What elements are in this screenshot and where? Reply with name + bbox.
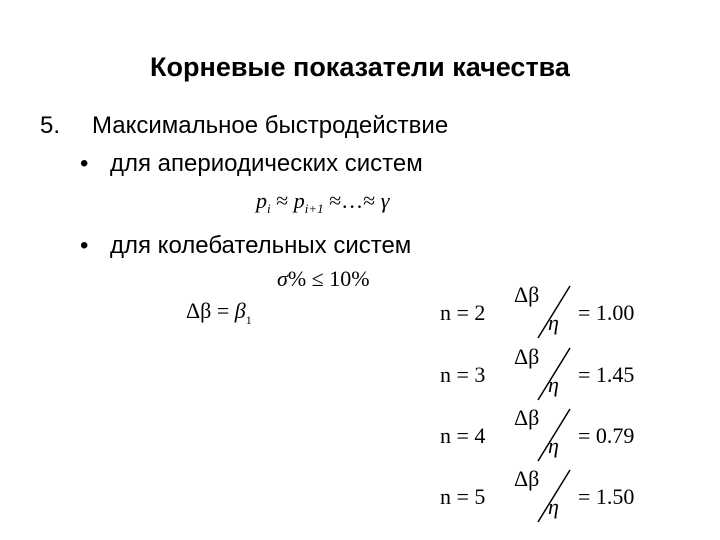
bullet-dot: •: [80, 150, 89, 177]
ratio-n: n = 4: [440, 423, 486, 448]
formula-rest: ≈…≈: [329, 188, 376, 213]
bullet-aperiodic: [80, 150, 423, 178]
list-item-5: [40, 112, 448, 140]
ratio-numerator: Δβ: [514, 405, 540, 430]
formula-sub-i1: i+1: [304, 201, 324, 216]
bullet-dot: •: [80, 232, 89, 259]
ratio-n: n = 2: [440, 300, 486, 325]
bullet-oscillatory: [80, 232, 411, 260]
formula-beta: β: [234, 298, 246, 323]
formula-p: p: [256, 188, 267, 213]
formula-sigma: σ: [277, 266, 288, 291]
ratio-value: = 1.50: [578, 484, 635, 509]
formula-overshoot-text: % ≤ 10%: [287, 266, 370, 291]
formula-eq: =: [211, 298, 235, 323]
ratio-value: = 0.79: [578, 423, 635, 448]
formula-delta-beta-lhs: Δβ: [186, 298, 212, 323]
formula-delta-beta: [186, 298, 252, 328]
ratio-numerator: Δβ: [514, 282, 540, 307]
formula-p2: p: [293, 188, 305, 213]
ratio-numerator: Δβ: [514, 344, 540, 369]
ratio-value: = 1.45: [578, 362, 635, 387]
slide-title: Корневые показатели качества: [150, 52, 570, 82]
bullet-text: для колебательных систем: [110, 232, 412, 259]
ratio-value: = 1.00: [578, 300, 635, 325]
item-number: 5.: [40, 112, 61, 139]
formula-approx: ≈: [276, 188, 289, 213]
ratio-denominator: η: [548, 372, 559, 397]
ratio-numerator: Δβ: [514, 466, 540, 491]
ratio-denominator: η: [548, 433, 559, 458]
ratio-n: n = 5: [440, 484, 486, 509]
formula-aperiodic: [256, 188, 389, 217]
ratio-row: [430, 405, 670, 465]
ratio-row: [430, 344, 670, 404]
ratio-row: [430, 466, 670, 526]
item-text: Максимальное быстродействие: [92, 112, 449, 139]
ratio-row: [430, 282, 670, 342]
bullet-text: для апериодических систем: [110, 150, 423, 177]
formula-beta-sub: 1: [245, 313, 252, 327]
ratio-denominator: η: [548, 310, 559, 335]
formula-sub-i: i: [267, 201, 271, 216]
formula-gamma: γ: [380, 188, 390, 213]
formula-overshoot: [277, 266, 370, 292]
ratio-n: n = 3: [440, 362, 486, 387]
ratio-denominator: η: [548, 494, 559, 519]
